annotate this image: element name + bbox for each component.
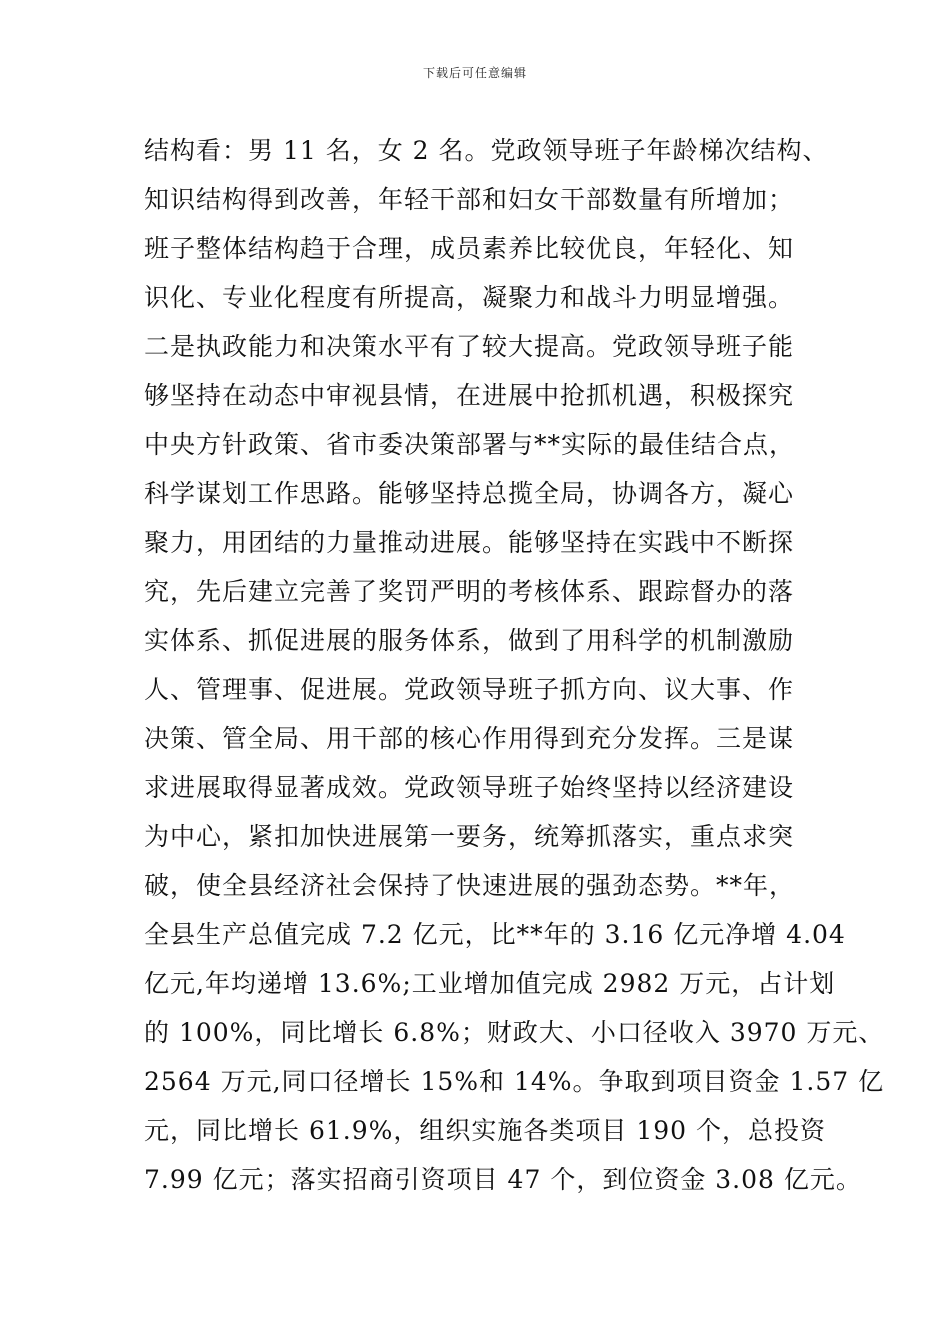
text-line: 亿元,年均递增 13.6%;工业增加值完成 2982 万元，占计划 bbox=[144, 969, 836, 998]
body-paragraph bbox=[144, 126, 885, 1204]
text-line: 的 100%，同比增长 6.8%；财政大、小口径收入 3970 万元、 bbox=[144, 1018, 885, 1047]
text-line: 识化、专业化程度有所提高，凝聚力和战斗力明显增强。 bbox=[144, 283, 795, 312]
text-line: 人、管理事、促进展。党政领导班子抓方向、议大事、作 bbox=[144, 675, 795, 704]
text-line: 求进展取得显著成效。党政领导班子始终坚持以经济建设 bbox=[144, 773, 795, 802]
text-line: 科学谋划工作思路。能够坚持总揽全局，协调各方，凝心 bbox=[144, 479, 795, 508]
text-line: 2564 万元,同口径增长 15%和 14%。争取到项目资金 1.57 亿 bbox=[144, 1067, 885, 1096]
text-line: 知识结构得到改善，年轻干部和妇女干部数量有所增加； bbox=[144, 185, 795, 214]
text-line: 元，同比增长 61.9%，组织实施各类项目 190 个，总投资 bbox=[144, 1116, 826, 1145]
download-note-header: 下载后可任意编辑 bbox=[422, 66, 527, 80]
text-line: 破，使全县经济社会保持了快速进展的强劲态势。**年， bbox=[144, 871, 796, 900]
text-line: 决策、管全局、用干部的核心作用得到充分发挥。三是谋 bbox=[144, 724, 795, 753]
text-line: 中央方针政策、省市委决策部署与**实际的最佳结合点， bbox=[144, 430, 796, 459]
text-line: 班子整体结构趋于合理，成员素养比较优良，年轻化、知 bbox=[144, 234, 795, 263]
text-line: 究，先后建立完善了奖罚严明的考核体系、跟踪督办的落 bbox=[144, 577, 795, 606]
text-line: 为中心，紧扣加快进展第一要务，统筹抓落实，重点求突 bbox=[144, 822, 795, 851]
text-line: 实体系、抓促进展的服务体系，做到了用科学的机制激励 bbox=[144, 626, 795, 655]
text-line: 结构看：男 11 名，女 2 名。党政领导班子年龄梯次结构、 bbox=[144, 136, 829, 165]
text-line: 二是执政能力和决策水平有了较大提高。党政领导班子能 bbox=[144, 332, 795, 361]
text-line: 聚力，用团结的力量推动进展。能够坚持在实践中不断探 bbox=[144, 528, 795, 557]
text-line: 够坚持在动态中审视县情，在进展中抢抓机遇，积极探究 bbox=[144, 381, 795, 410]
text-line: 全县生产总值完成 7.2 亿元，比**年的 3.16 亿元净增 4.04 bbox=[144, 920, 846, 949]
text-line: 7.99 亿元；落实招商引资项目 47 个，到位资金 3.08 亿元。 bbox=[144, 1165, 862, 1194]
